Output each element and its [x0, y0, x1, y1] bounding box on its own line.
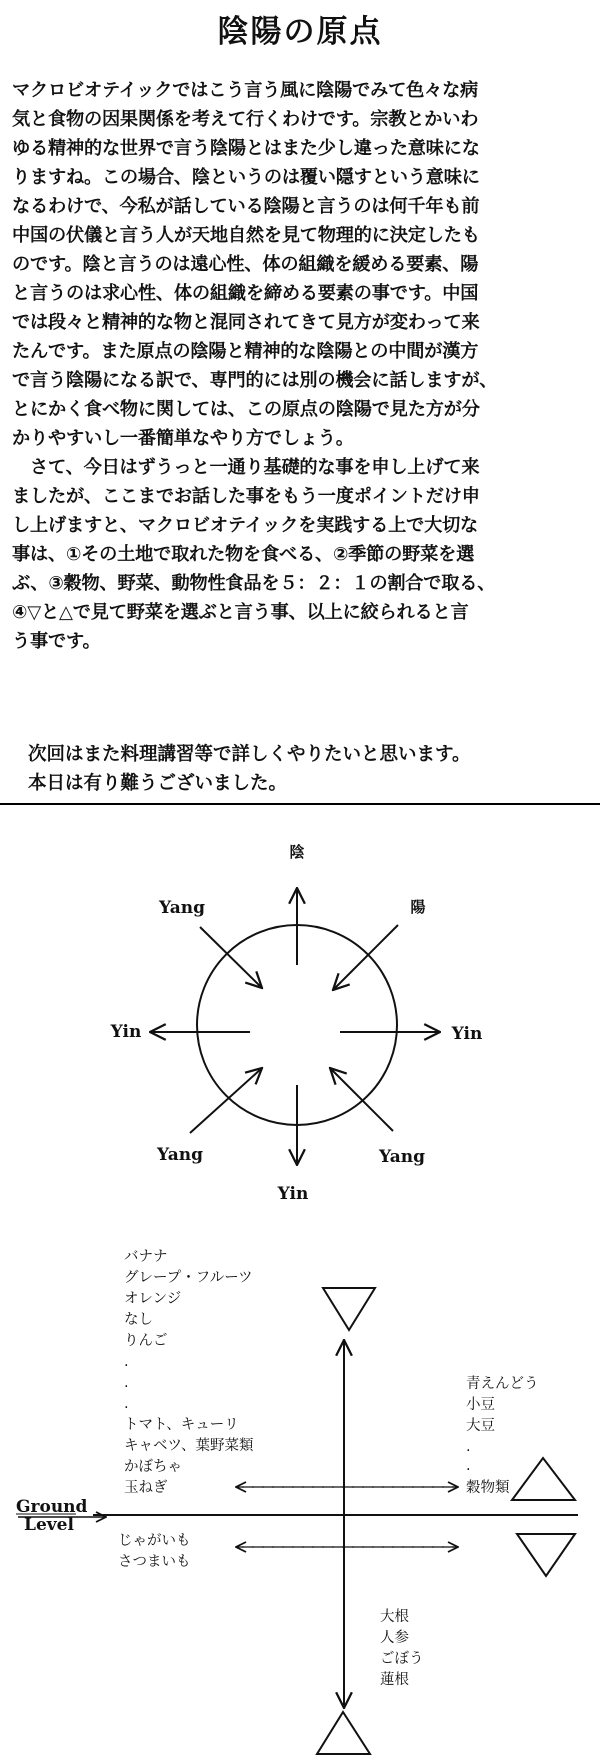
food-item: さつまいも	[118, 1554, 191, 1570]
food-item: .	[124, 1354, 129, 1370]
food-item: キャベツ、葉野菜類	[124, 1438, 254, 1454]
food-item: 穀物類	[466, 1480, 510, 1496]
yin-triangle-top-icon	[323, 1288, 375, 1330]
paragraph-1-line: と言うのは求心性、体の組織を締める要素の事です。中国	[12, 283, 479, 304]
arrow-lower-right-in	[330, 1068, 393, 1131]
label-top-right: 陽	[410, 898, 426, 916]
paragraph-1-line: とにかく食べ物に関しては、この原点の陰陽で見た方が分	[12, 399, 480, 420]
paragraph-1-line: マクロビオテイックではこう言う風に陰陽でみて色々な病	[12, 80, 479, 101]
paragraph-1-line: 気と食物の因果関係を考えて行くわけです。宗教とかいわ	[12, 109, 479, 130]
paragraph-2-line: ましたが、ここまでお話した事をもう一度ポイントだけ申	[12, 486, 480, 507]
food-item: りんご	[124, 1333, 168, 1349]
closing-line: 次回はまた料理講習等で詳しくやりたいと思います。	[28, 744, 471, 765]
food-item: ごぼう	[380, 1651, 424, 1667]
arrow-lower-left-in	[190, 1068, 262, 1133]
paragraph-1-line: たんです。また原点の陰陽と精神的な陰陽との中間が漢方	[12, 341, 479, 362]
paragraph-1-line: では段々と精神的な物と混同されてきて見方が変わって来	[12, 312, 480, 333]
yang-triangle-right-icon	[512, 1458, 575, 1500]
paragraph-2-line: さて、今日はずうっと一通り基礎的な事を申し上げて来	[12, 457, 480, 478]
label-top: 陰	[289, 843, 305, 861]
label-bottom: Yin	[277, 1184, 309, 1204]
closing-line: 本日は有り難うございました。	[28, 773, 288, 794]
label-lower-right: Yang	[378, 1147, 426, 1167]
paragraph-1-line: かりやすいし一番簡単なやり方でしょう。	[12, 428, 354, 449]
paragraph-2-line: し上げますと、マクロビオテイックを実践する上で大切な	[12, 515, 479, 536]
food-item: .	[466, 1458, 471, 1474]
food-item: 人参	[380, 1630, 409, 1646]
food-item: 玉ねぎ	[124, 1480, 168, 1496]
ground-label: Ground	[16, 1497, 88, 1517]
paragraph-1-line: ゆる精神的な世界で言う陰陽とはまた少し違った意味にな	[12, 138, 480, 159]
food-item: なし	[124, 1312, 153, 1328]
paragraph-2-line: ぶ、③穀物、野菜、動物性食品を５：２：１の割合で取る、	[12, 573, 496, 594]
food-item: 大豆	[466, 1418, 495, 1434]
paragraph-2-line: ④▽と△で見て野菜を選ぶと言う事、以上に絞られると言	[12, 602, 469, 623]
paragraph-1-line: りますね。この場合、陰というのは覆い隠すという意味に	[12, 167, 480, 188]
page-title: 陰陽の原点	[217, 14, 383, 50]
food-item: グレープ・フルーツ	[124, 1270, 253, 1286]
yin-triangle-right-icon	[517, 1534, 575, 1576]
paragraph-1-line: で言う陰陽になる訳で、専門的には別の機会に話しますが、	[12, 370, 498, 391]
label-upper-left: Yang	[158, 898, 206, 918]
ground-level-diagram	[16, 1249, 578, 1754]
paragraph-2-line: う事です。	[12, 631, 101, 652]
food-item: じゃがいも	[118, 1533, 191, 1549]
food-item: 大根	[380, 1609, 409, 1625]
yang-triangle-bottom-icon	[317, 1712, 370, 1754]
food-item: オレンジ	[124, 1291, 182, 1307]
yin-yang-diagram	[110, 843, 483, 1204]
food-item: .	[124, 1375, 129, 1391]
food-item: かぼちゃ	[124, 1459, 182, 1475]
food-item: .	[466, 1439, 471, 1455]
food-item: 蓮根	[380, 1672, 409, 1688]
food-item: .	[124, 1396, 129, 1412]
label-lower-left: Yang	[156, 1145, 204, 1165]
paragraph-1-line: なるわけで、今私が話している陰陽と言うのは何千年も前	[12, 196, 480, 217]
label-left: Yin	[110, 1022, 142, 1042]
level-label: Level	[24, 1515, 74, 1535]
food-item: 青えんどう	[466, 1376, 539, 1392]
paragraph-2-line: 事は、①その土地で取れた物を食べる、②季節の野菜を選	[12, 544, 475, 565]
food-item: トマト、キューリ	[124, 1417, 239, 1433]
paragraph-1-line: のです。陰と言うのは遠心性、体の組織を緩める要素、陽	[12, 254, 479, 275]
food-item: 小豆	[466, 1397, 495, 1413]
food-item: バナナ	[124, 1249, 168, 1265]
paragraph-1-line: 中国の伏儀と言う人が天地自然を見て物理的に決定したも	[12, 225, 480, 246]
arrow-upper-right-in	[333, 925, 398, 990]
label-right: Yin	[451, 1024, 483, 1044]
